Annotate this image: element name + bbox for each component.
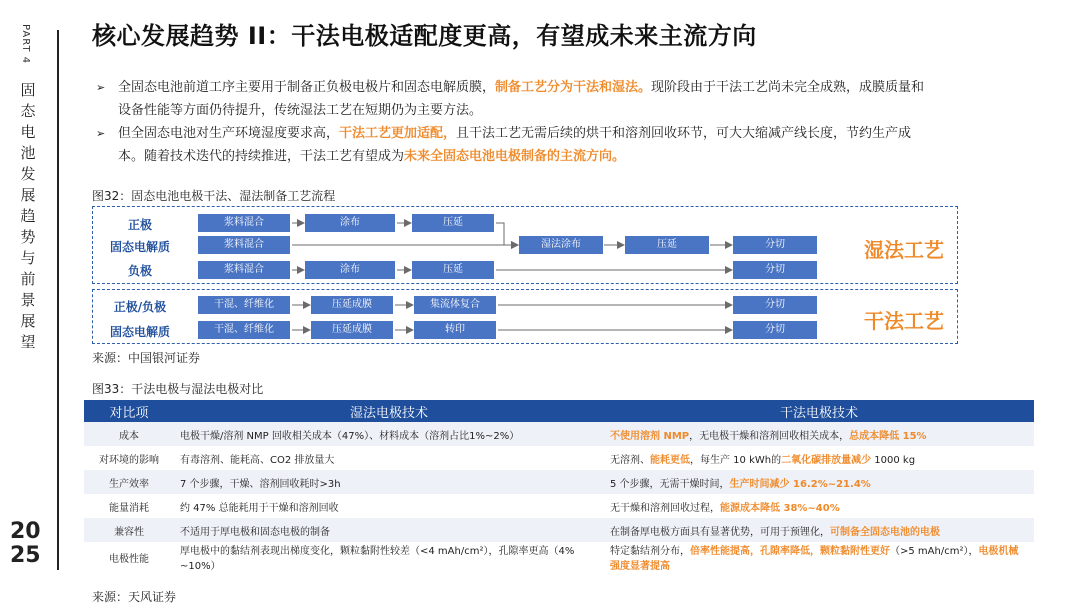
highlight-text: 能源成本降低 38%~40% (720, 502, 840, 514)
cell-text: 在制备厚电极方面具有显著优势，可用于预锂化， (610, 526, 830, 538)
step-slurry-mixing: 浆料混合 (198, 214, 290, 232)
highlight-text: 倍率性能提高，孔隙率降低，颗粒黏附性更好 (690, 546, 890, 557)
year-label: 20 25 (10, 519, 41, 568)
cell-text: 无干燥和溶剂回收过程， (610, 502, 720, 514)
table-row (84, 446, 1034, 470)
highlight-text: 生产时间减少 16.2%~21.4% (729, 478, 871, 490)
step-calendering: 压延 (625, 236, 709, 254)
comparison-table (84, 400, 1034, 576)
step-dry-mixing: 干混、纤维化 (198, 296, 290, 314)
cell-text: ，每生产 10 kWh的 (690, 454, 782, 466)
cell-dry (604, 518, 1034, 542)
highlight-text: 二氧化碳排放量减少 (781, 454, 872, 466)
figure-32-source: 来源：中国银河证券 (92, 351, 201, 365)
cell-wet: 厚电极中的黏结剂表现出梯度变化，颗粒黏附性较差（<4 mAh/cm²），孔隙率更高（4% ~10%） (174, 542, 604, 576)
bullet-item: ➢ 但全固态电池对生产环境湿度要求高，干法工艺更加适配，且干法工艺无需后续的烘干和溶剂回收环节，可大大缩减产线长度，节约生产成本。随着技术迭代的持续推进，干法工艺有望成为未来全固态电池电极制备的主流方向。 (94, 122, 934, 168)
cell-item: 成本 (84, 422, 174, 446)
cell-dry (604, 470, 1034, 494)
row-label-electrolyte: 固态电解质 (109, 240, 170, 254)
table-row (84, 422, 1034, 446)
step-slurry-mixing: 浆料混合 (198, 261, 290, 279)
cell-dry (604, 422, 1034, 446)
row-label-electrolyte: 固态电解质 (109, 325, 170, 339)
wet-process-label: 湿法工艺 (864, 238, 944, 262)
table-row (84, 494, 1034, 518)
step-calendering: 压延 (412, 214, 494, 232)
cell-wet: 不适用于厚电极和固态电极的制备 (174, 518, 604, 542)
cell-text: ，无电极干燥和溶剂回收相关成本， (689, 430, 850, 442)
section-title-vertical: 固态电池发展趋势与前景展望 (20, 81, 36, 351)
figure-32-caption: 图32：固态电池电极干法、湿法制备工艺流程 (92, 189, 336, 203)
cell-wet: 约 47% 总能耗用于干燥和溶剂回收 (174, 494, 604, 518)
part-label: PART 4 (20, 24, 31, 65)
cell-item: 生产效率 (84, 470, 174, 494)
step-film-forming: 压延成膜 (311, 321, 393, 339)
cell-wet: 电极干燥/溶剂 NMP 回收相关成本（47%）、材料成本（溶剂占比1%~2%） (174, 422, 604, 446)
step-coating: 涂布 (305, 214, 395, 232)
cell-wet: 7 个步骤，干燥、溶剂回收耗时>3h (174, 470, 604, 494)
table-row (84, 518, 1034, 542)
cell-text: 1000 kg (871, 454, 916, 466)
step-slurry-mixing: 浆料混合 (198, 236, 290, 254)
highlight-text: 不使用溶剂 NMP (610, 430, 690, 442)
arrow-icon: ➢ (96, 81, 106, 94)
cell-dry (604, 446, 1034, 470)
step-slitting: 分切 (733, 296, 817, 314)
highlight-text: 可制备全固态电池的电极 (830, 526, 940, 538)
dry-process-label: 干法工艺 (864, 309, 944, 333)
cell-text: 无溶剂、 (610, 454, 650, 466)
cell-dry (604, 542, 1034, 576)
page-title: 核心发展趋势 II：干法电极适配度更高，有望成未来主流方向 (92, 22, 757, 50)
row-label-cathode: 正极 (127, 218, 152, 232)
step-slitting: 分切 (733, 321, 817, 339)
cell-item: 电极性能 (84, 542, 174, 576)
step-collector-lamination: 集流体复合 (414, 296, 496, 314)
row-label-electrode: 正极/负极 (113, 300, 167, 314)
highlight-text: 总成本降低 15% (849, 430, 927, 442)
step-film-forming: 压延成膜 (311, 296, 393, 314)
step-transfer: 转印 (414, 321, 496, 339)
cell-dry (604, 494, 1034, 518)
table-header-row (84, 400, 1034, 422)
table-row (84, 542, 1034, 576)
cell-wet: 有毒溶剂、能耗高、CO2 排放量大 (174, 446, 604, 470)
header-item: 对比项 (84, 400, 174, 422)
cell-text: 5 个步骤，无需干燥时间， (610, 478, 730, 490)
highlight-text: 电极机械强度显著提高 (610, 546, 1019, 572)
step-calendering: 压延 (412, 261, 494, 279)
table-row (84, 470, 1034, 494)
step-dry-mixing: 干混、纤维化 (198, 321, 290, 339)
step-wet-coating: 湿法涂布 (519, 236, 603, 254)
header-wet: 湿法电极技术 (174, 400, 604, 422)
row-label-anode: 负极 (127, 264, 152, 278)
cell-item: 兼容性 (84, 518, 174, 542)
header-dry: 干法电极技术 (604, 400, 1034, 422)
step-slitting: 分切 (733, 236, 817, 254)
step-coating: 涂布 (305, 261, 395, 279)
figure-33-source: 来源：天风证券 (92, 590, 177, 604)
cell-text: （>5 mAh/cm²）， (890, 546, 979, 557)
highlight-text: 能耗更低 (650, 454, 690, 466)
step-slitting: 分切 (733, 261, 817, 279)
cell-item: 对环境的影响 (84, 446, 174, 470)
table-body (84, 422, 1034, 576)
arrow-icon: ➢ (96, 127, 106, 140)
cell-item: 能量消耗 (84, 494, 174, 518)
bullet-item: ➢ 全固态电池前道工序主要用于制备正负极电极片和固态电解质膜，制备工艺分为干法和湿法。现阶段由于干法工艺尚未完全成熟，成膜质量和设备性能等方面仍待提升，传统湿法工艺在短期仍为主要方法。 (94, 76, 934, 122)
figure-33-caption: 图33：干法电极与湿法电极对比 (92, 382, 264, 396)
cell-text: 特定黏结剂分布， (610, 546, 690, 557)
